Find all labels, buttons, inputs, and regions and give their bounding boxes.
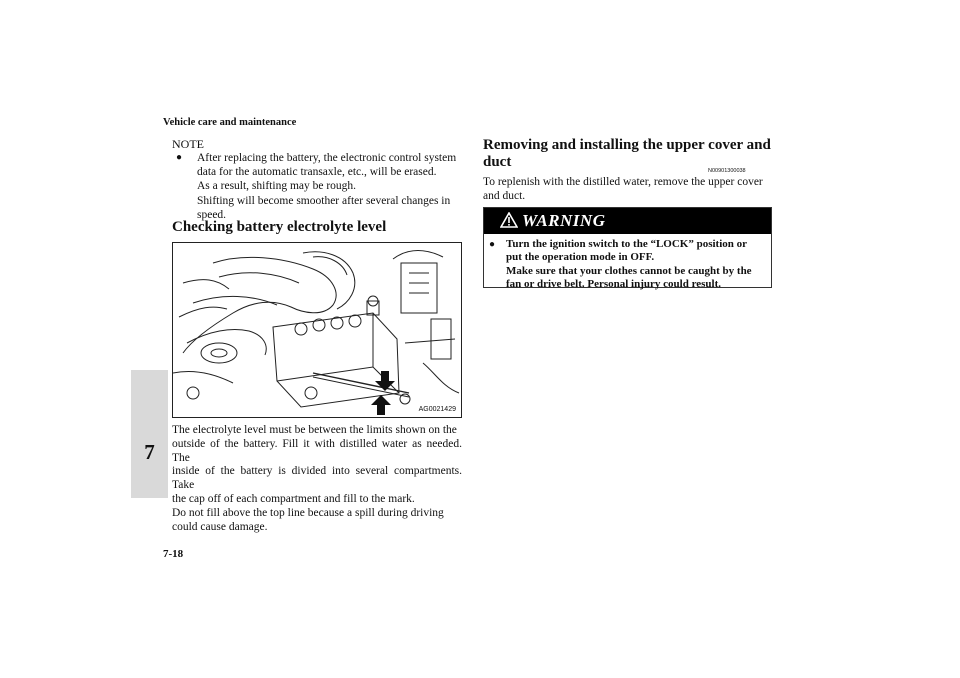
note-line: After replacing the battery, the electronic control system (197, 152, 457, 164)
warning-header (484, 208, 771, 234)
chapter-number: 7 (144, 440, 155, 464)
body-line: could cause damage. (172, 520, 268, 533)
section-header: Vehicle care and maintenance (163, 117, 297, 128)
battery-illustration (172, 242, 462, 418)
warning-line: put the operation mode in OFF. (506, 251, 655, 264)
up-arrow-icon (371, 395, 391, 415)
battery-drawing (173, 243, 462, 418)
bullet-icon: ● (176, 152, 183, 163)
note-label: NOTE (172, 137, 204, 151)
warning-line: fan or drive belt. Personal injury could result. (506, 278, 722, 291)
warning-title: WARNING (522, 211, 606, 230)
checking-heading: Checking battery electrolyte level (172, 219, 387, 235)
note-body (176, 151, 462, 222)
figure-code: AG0021429 (418, 406, 456, 413)
body-line: The electrolyte level must be between the limits shown on the (172, 424, 457, 436)
body-line: and duct. (483, 189, 526, 202)
body-line: Do not fill above the top line because a spill during driving (172, 506, 444, 519)
warning-line: Turn the ignition switch to the “LOCK” position or (506, 238, 748, 250)
body-line: outside of the battery. Fill it with distilled water as needed. The (172, 437, 462, 464)
page-number: 7-18 (163, 548, 184, 560)
note-line: speed. (197, 208, 227, 221)
chapter-tab (131, 370, 168, 498)
down-arrow-icon (375, 371, 395, 391)
bullet-icon: ● (489, 239, 496, 250)
removing-heading: Removing and installing the upper cover and duct (483, 137, 771, 170)
checking-body (172, 424, 462, 534)
section-code: N00901300038 (708, 168, 746, 174)
note-line: Shifting will become smoother after several changes in (197, 194, 451, 207)
removing-body (483, 176, 773, 204)
note-line: As a result, shifting may be rough. (197, 180, 357, 193)
note-line: data for the automatic transaxle, etc., will be erased. (197, 166, 437, 179)
warning-box (483, 207, 772, 291)
body-line: To replenish with the distilled water, remove the upper cover (483, 176, 763, 188)
body-line: inside of the battery is divided into several compartments. Take (172, 465, 462, 492)
warning-line: Make sure that your clothes cannot be caught by the (506, 264, 752, 277)
warning-triangle-icon (500, 212, 518, 228)
warning-body (489, 238, 767, 292)
body-line: the cap off of each compartment and fill to the mark. (172, 492, 415, 505)
